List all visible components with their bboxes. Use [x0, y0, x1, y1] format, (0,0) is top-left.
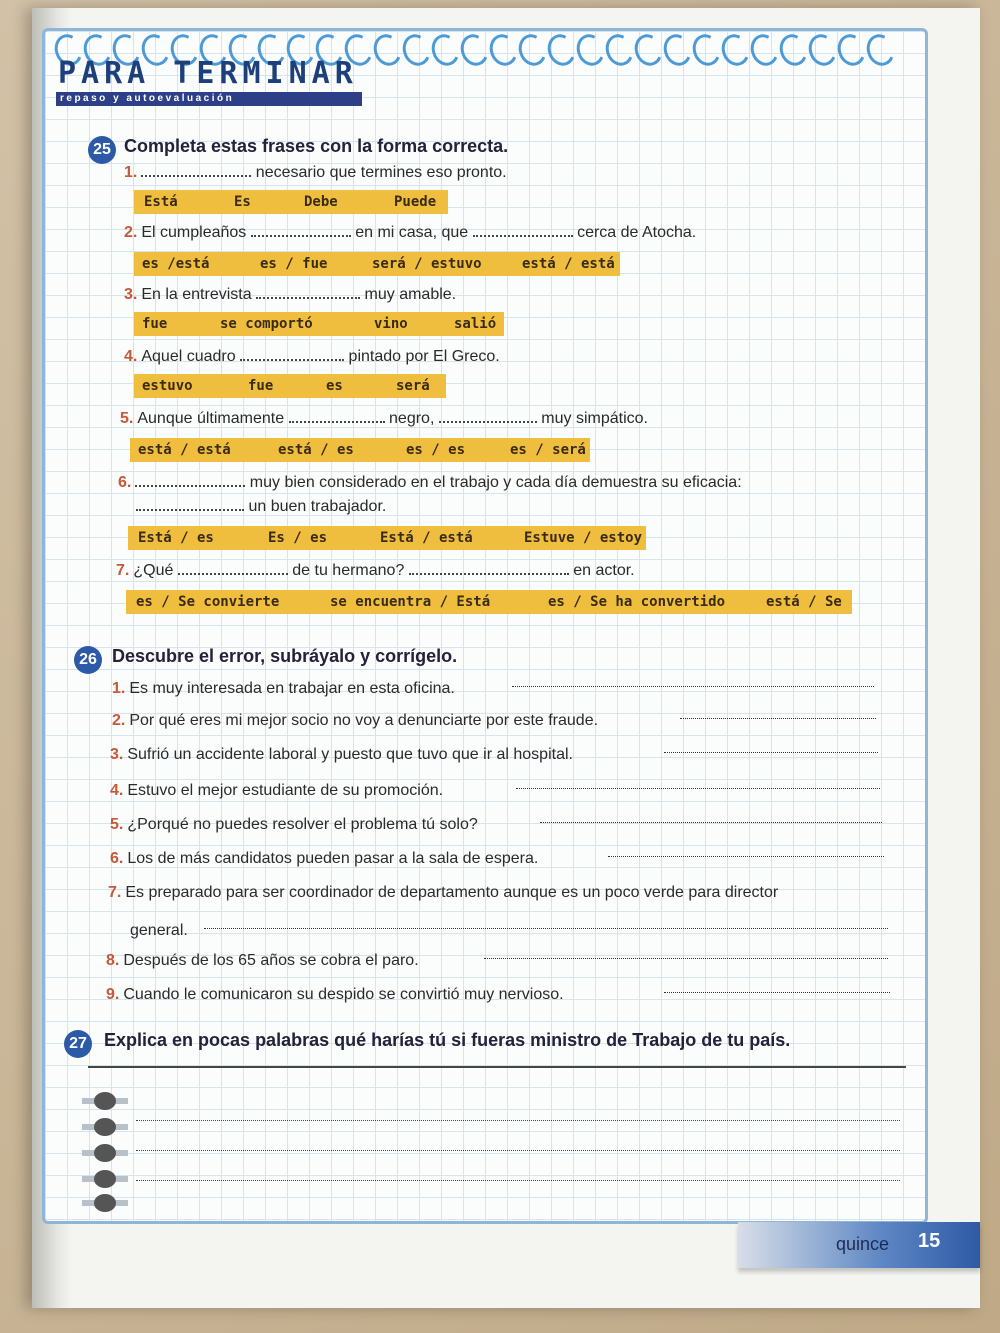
ring-icon — [630, 30, 666, 69]
option[interactable]: salió — [454, 316, 497, 332]
option[interactable]: está / está — [138, 442, 231, 458]
item-number: 2. — [124, 224, 138, 241]
item-number: 5. — [110, 816, 124, 833]
ring-icon — [746, 30, 782, 69]
exercise-26-badge: 26 — [74, 646, 102, 674]
item-number: 1. — [112, 680, 126, 697]
option[interactable]: está / es — [278, 442, 354, 458]
ring-icon — [688, 30, 724, 69]
blank[interactable] — [136, 505, 244, 511]
ex26-item-6 — [110, 850, 538, 868]
blank[interactable] — [473, 231, 573, 237]
item-text: muy simpático. — [541, 410, 648, 427]
spiral-binding-icon — [82, 1142, 128, 1164]
option[interactable]: Debe — [304, 194, 338, 210]
ring-icon — [514, 30, 550, 69]
item-text: Por qué eres mi mejor socio no voy a denunciarte por este fraude. — [129, 712, 599, 729]
option[interactable]: será / estuvo — [372, 256, 482, 272]
item-text: El cumpleaños — [141, 224, 247, 241]
option[interactable]: estuvo — [142, 378, 193, 394]
item-text: Es muy interesada en trabajar en esta oficina. — [129, 680, 455, 697]
ring-icon — [543, 30, 579, 69]
writing-line[interactable] — [136, 1150, 900, 1151]
ex25-item-3 — [124, 286, 456, 304]
ex25-item-1-options — [134, 190, 448, 214]
item-text: Aquel cuadro — [141, 348, 236, 365]
exercise-25-instruction: Completa estas frases con la forma correcta. — [124, 136, 509, 156]
ex25-item-3-options — [134, 312, 504, 336]
ring-icon — [804, 30, 840, 69]
spiral-binding-icon — [82, 1090, 128, 1112]
ex25-item-5 — [120, 410, 648, 428]
ex25-item-2 — [124, 224, 696, 242]
ex25-item-1 — [124, 164, 507, 182]
option[interactable]: será — [396, 378, 430, 394]
item-number: 8. — [106, 952, 120, 969]
ring-icon — [572, 30, 608, 69]
page-number-word: quince — [836, 1234, 890, 1254]
item-text: muy bien considerado en el trabajo y cada día demuestra su eficacia: — [249, 474, 742, 491]
ex26-item-2 — [112, 712, 598, 730]
ex26-item-1 — [112, 680, 455, 698]
item-number: 7. — [108, 884, 122, 901]
writing-line[interactable] — [136, 1180, 900, 1181]
item-text: cerca de Atocha. — [577, 224, 697, 241]
item-number: 6. — [118, 474, 132, 491]
answer-line-2[interactable] — [680, 718, 876, 719]
option[interactable]: es / será — [510, 442, 586, 458]
option[interactable]: es — [326, 378, 343, 394]
item-text: negro, — [389, 410, 435, 427]
blank[interactable] — [251, 231, 351, 237]
writing-line-top[interactable] — [88, 1066, 906, 1068]
option[interactable]: fue — [142, 316, 168, 332]
item-text: un buen trabajador. — [248, 498, 387, 515]
ex26-item-7 — [108, 884, 778, 902]
option[interactable]: es / es — [406, 442, 466, 458]
ex26-item-7-cont — [130, 922, 188, 940]
ring-icon — [833, 30, 869, 69]
option[interactable]: Es / es — [268, 530, 328, 546]
option[interactable]: es /está — [142, 256, 210, 272]
option[interactable]: Estuve / estoy — [524, 530, 643, 546]
ring-icon — [427, 30, 463, 69]
blank[interactable] — [256, 293, 360, 299]
item-text: ¿Qué — [133, 562, 174, 579]
ring-icon — [862, 30, 898, 69]
option[interactable]: está / está — [522, 256, 615, 272]
spiral-binding-icon — [82, 1168, 128, 1190]
ex25-item-7-options — [126, 590, 852, 614]
ring-icon — [601, 30, 637, 69]
ex26-item-3 — [110, 746, 573, 764]
item-number: 3. — [110, 746, 124, 763]
item-number: 7. — [116, 562, 130, 579]
ex26-item-4 — [110, 782, 443, 800]
item-text: de tu hermano? — [292, 562, 405, 579]
option[interactable]: Puede — [394, 194, 437, 210]
item-text: Estuvo el mejor estudiante de su promoción. — [127, 782, 444, 799]
blank[interactable] — [289, 417, 385, 423]
option[interactable]: está / Se — [766, 594, 842, 610]
item-number: 1. — [124, 164, 138, 181]
ex25-item-6-cont — [136, 498, 386, 516]
exercise-25-badge: 25 — [88, 136, 116, 164]
blank[interactable] — [141, 171, 251, 177]
spiral-binding-icon — [82, 1116, 128, 1138]
item-number: 4. — [124, 348, 138, 365]
item-number: 9. — [106, 986, 120, 1003]
item-number: 6. — [110, 850, 124, 867]
option[interactable]: vino — [374, 316, 408, 332]
item-number: 4. — [110, 782, 124, 799]
option[interactable]: es / Se ha convertido — [548, 594, 726, 610]
option[interactable]: se encuentra / Está — [330, 594, 491, 610]
item-text: en mi casa, que — [355, 224, 469, 241]
exercise-27-instruction: Explica en pocas palabras qué harías tú si fueras ministro de Trabajo de tu país. — [104, 1030, 791, 1050]
item-text: necesario que termines eso pronto. — [255, 164, 507, 181]
item-text: Después de los 65 años se cobra el paro. — [123, 952, 419, 969]
ring-icon — [717, 30, 753, 69]
option[interactable]: es / fue — [260, 256, 328, 272]
item-text: Aunque últimamente — [137, 410, 285, 427]
ex25-item-5-options — [130, 438, 590, 462]
section-subtitle: repaso y autoevaluación — [56, 92, 362, 106]
item-text: ¿Porqué no puedes resolver el problema tú solo? — [127, 816, 478, 833]
exercise-26-instruction: Descubre el error, subráyalo y corrígelo. — [112, 646, 458, 666]
answer-line-1[interactable] — [512, 686, 874, 687]
item-text: muy amable. — [364, 286, 457, 303]
ex25-item-6 — [118, 474, 742, 492]
ring-icon — [369, 30, 405, 69]
answer-line-4[interactable] — [516, 788, 880, 789]
item-number: 2. — [112, 712, 126, 729]
answer-line-9[interactable] — [664, 992, 890, 993]
ex25-item-6-options — [128, 526, 646, 550]
blank[interactable] — [135, 481, 245, 487]
exercise-27-badge: 27 — [64, 1030, 92, 1058]
option[interactable]: fue — [248, 378, 274, 394]
item-text: En la entrevista — [141, 286, 252, 303]
item-text: Sufrió un accidente laboral y puesto que tuvo que ir al hospital. — [127, 746, 573, 763]
item-number: 3. — [124, 286, 138, 303]
answer-line-3[interactable] — [664, 752, 878, 753]
section-title: PARA TERMINAR — [58, 56, 358, 91]
ring-icon — [659, 30, 695, 69]
item-text: pintado por El Greco. — [348, 348, 500, 365]
ex25-item-2-options — [134, 252, 620, 276]
item-text: en actor. — [573, 562, 635, 579]
blank[interactable] — [439, 417, 537, 423]
ex26-item-9 — [106, 986, 564, 1004]
item-text: Es preparado para ser coordinador de departamento aunque es un poco verde para director — [125, 884, 779, 901]
page-number: 15 — [918, 1230, 941, 1252]
option[interactable]: es / Se convierte — [136, 594, 280, 610]
blank[interactable] — [409, 569, 569, 575]
ex25-item-4-options — [134, 374, 446, 398]
blank[interactable] — [178, 569, 288, 575]
item-text: general. — [130, 922, 188, 939]
answer-line-6[interactable] — [608, 856, 884, 857]
writing-line[interactable] — [136, 1120, 900, 1121]
option[interactable]: Es — [234, 194, 251, 210]
option[interactable]: Está / es — [138, 530, 214, 546]
item-text: Cuando le comunicaron su despido se convirtió muy nervioso. — [123, 986, 564, 1003]
answer-line-5[interactable] — [540, 822, 882, 823]
option[interactable]: Está / está — [380, 530, 473, 546]
ex25-item-4 — [124, 348, 500, 366]
ring-icon — [485, 30, 521, 69]
option[interactable]: Está — [144, 194, 178, 210]
blank[interactable] — [240, 355, 344, 361]
ex26-item-8 — [106, 952, 419, 970]
spiral-binding-icon — [82, 1192, 128, 1214]
ring-icon — [456, 30, 492, 69]
answer-line-7[interactable] — [204, 928, 888, 929]
option[interactable]: se comportó — [220, 316, 313, 332]
ex25-item-7 — [116, 562, 635, 580]
ring-icon — [398, 30, 434, 69]
answer-line-8[interactable] — [484, 958, 888, 959]
item-text: Los de más candidatos pueden pasar a la sala de espera. — [127, 850, 539, 867]
item-number: 5. — [120, 410, 134, 427]
ex26-item-5 — [110, 816, 478, 834]
ring-icon — [775, 30, 811, 69]
